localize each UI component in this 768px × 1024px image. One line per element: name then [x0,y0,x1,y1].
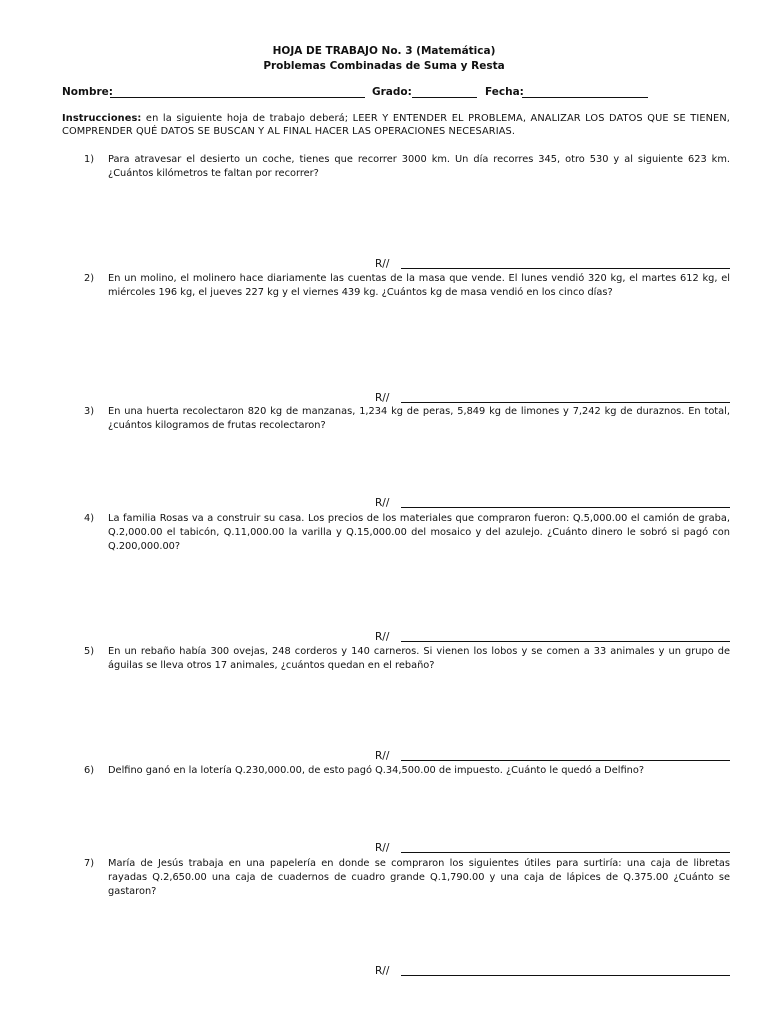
problem-number: 6) [84,765,95,776]
answer-label: R// [375,842,390,854]
answer-line[interactable] [375,750,730,764]
problem-text: En una huerta recolectaron 820 kg de manzanas, 1,234 kg de peras, 5,849 kg de limones y 7,242 kg de duraznos. En total, ¿cuántos kilogramos de frutas recolectaron? [108,406,730,431]
answer-label: R// [375,965,390,977]
answer-line[interactable] [375,392,730,406]
problem-text: María de Jesús trabaja en una papelería en donde se compraron los siguientes útiles para surtiría: una caja de libretas rayadas Q.2,650.00 una caja de cuadernos de cuadro grande Q.1,790.00 y una caja de lápices de Q.375.00 ¿Cuánto se gastaron? [108,858,730,897]
problem-text: En un rebaño había 300 ovejas, 248 corderos y 140 carneros. Si vienen los lobos y se comen a 33 animales y un grupo de águilas se lleva otros 17 animales, ¿cuántos quedan en el rebaño? [108,646,730,671]
grade-label: Grado: [372,86,412,98]
answer-label: R// [375,631,390,643]
problem-number: 1) [84,154,95,165]
name-blank[interactable] [110,97,365,98]
worksheet-subtitle: Problemas Combinadas de Suma y Resta [263,60,505,72]
answer-line[interactable] [375,258,730,272]
problem-text: Delfino ganó en la lotería Q.230,000.00, de esto pagó Q.34,500.00 de impuesto. ¿Cuánto le quedó a Delfino? [108,765,645,776]
problem-number: 3) [84,406,95,417]
problem-text: La familia Rosas va a construir su casa. Los precios de los materiales que compraron fueron: Q.5,000.00 el camión de graba, Q.2,000.00 el tabicón, Q.11,000.00 la varilla y Q.15,000.00 del mosaico y del azulejo. ¿Cuánto dinero le sobró si pagó con Q.200,000.00? [108,513,730,552]
answer-blank[interactable] [401,268,730,269]
problem-number: 7) [84,858,95,869]
instructions-text: en la siguiente hoja de trabajo deberá; LEER Y ENTENDER EL PROBLEMA, ANALIZAR LOS DATOS QUE SE TIENEN, COMPRENDER QUÉ DATOS SE BUSCAN Y AL FINAL HACER LAS OPERACIONES NECESARIAS. [62,113,730,137]
problem-number: 4) [84,513,95,524]
student-info-row [62,86,732,102]
answer-label: R// [375,258,390,270]
problem-number: 2) [84,273,95,284]
instructions [62,112,730,138]
problem-text: En un molino, el molinero hace diariamente las cuentas de la masa que vende. El lunes vendió 320 kg, el martes 612 kg, el miércoles 196 kg, el jueves 227 kg y el viernes 439 kg. ¿Cuántos kg de masa vendió en los cinco días? [108,273,730,298]
worksheet-title: HOJA DE TRABAJO No. 3 (Matemática) [272,45,496,57]
date-blank[interactable] [522,97,648,98]
answer-label: R// [375,750,390,762]
date-label: Fecha: [485,86,524,98]
answer-blank[interactable] [401,975,730,976]
problem-text: Para atravesar el desierto un coche, tienes que recorrer 3000 km. Un día recorres 345, otro 530 y al siguiente 623 km. ¿Cuántos kilómetros te faltan por recorrer? [108,154,730,179]
answer-blank[interactable] [401,760,730,761]
answer-label: R// [375,497,390,509]
answer-line[interactable] [375,497,730,511]
problem-number: 5) [84,646,95,657]
answer-line[interactable] [375,631,730,645]
answer-blank[interactable] [401,507,730,508]
answer-label: R// [375,392,390,404]
grade-blank[interactable] [412,97,477,98]
answer-line[interactable] [375,965,730,979]
answer-blank[interactable] [401,852,730,853]
answer-line[interactable] [375,842,730,856]
answer-blank[interactable] [401,402,730,403]
name-label: Nombre: [62,86,113,98]
instructions-label: Instrucciones: [62,113,142,124]
answer-blank[interactable] [401,641,730,642]
